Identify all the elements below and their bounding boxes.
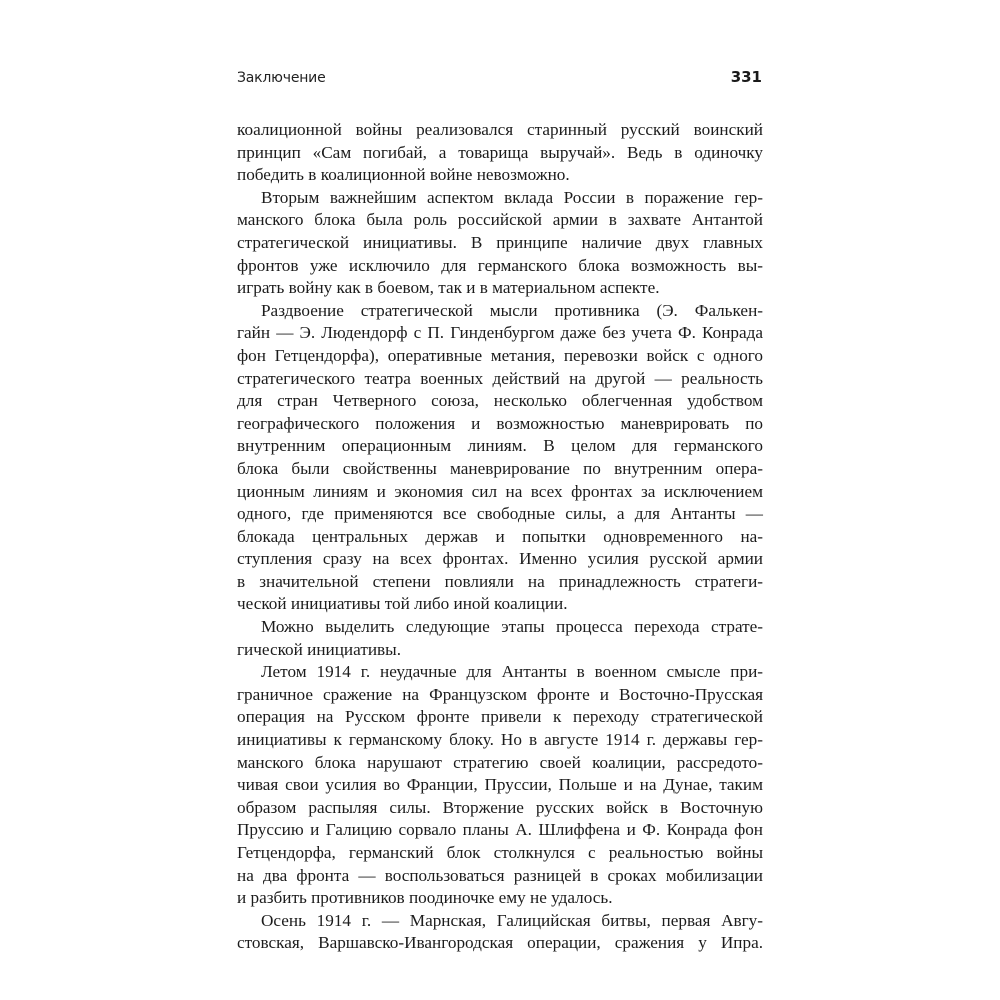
- text-line: победить в коалиционной войне невозможно.: [237, 165, 570, 185]
- text-line: Гетцендорфа, германский блок столкнулся с реальностью войны: [237, 843, 763, 862]
- text-line: блока были свойственны маневрирование по внутренним опера-: [237, 458, 763, 478]
- text-line: на два фронта — воспользоваться разницей в сроках мобилизации: [237, 865, 763, 885]
- text-line: фон Гетцендорфа), оперативные метания, перевозки войск с одного: [237, 345, 763, 365]
- text-line: Осень 1914 г. — Марнская, Галицийская битвы, первая Авгу-: [261, 910, 763, 930]
- text-line: блокада центральных держав и попытки одновременного на-: [237, 526, 763, 546]
- text-line: Пруссию и Галицию сорвало планы А. Шлиффена и Ф. Конрада фон: [237, 820, 763, 840]
- text-line: для стран Четверного союза, несколько облегченная удобством: [237, 391, 763, 411]
- text-line: стовская, Варшавско-Ивангородская операции, сражения у Ипра.: [237, 933, 763, 953]
- text-line: стратегической инициативы. В принципе наличие двух главных: [237, 232, 763, 252]
- text-line: в значительной степени повлияли на принадлежность стратеги-: [237, 571, 763, 591]
- text-line: Можно выделить следующие этапы процесса перехода страте-: [261, 617, 763, 637]
- text-line: играть войну как в боевом, так и в материальном аспекте.: [237, 278, 660, 298]
- text-line: Летом 1914 г. неудачные для Антанты в военном смысле при-: [261, 662, 763, 682]
- text-line: ческой инициативы той либо иной коалиции.: [237, 594, 568, 614]
- text-line: манского блока нарушают стратегию своей коалиции, рассредото-: [237, 752, 763, 772]
- text-line: Раздвоение стратегической мысли противника (Э. Фалькен-: [261, 300, 763, 320]
- text-line: стратегического театра военных действий на другой — реальность: [237, 368, 763, 388]
- text-line: одного, где применяются все свободные силы, а для Антанты —: [237, 504, 763, 524]
- text-line: образом распыляя силы. Вторжение русских войск в Восточную: [237, 797, 763, 817]
- text-line: граничное сражение на Французском фронте и Восточно-Прусская: [237, 684, 763, 704]
- body-text: [237, 119, 763, 955]
- text-line: гической инициативы.: [237, 639, 401, 659]
- text-line: географического положения и возможностью маневрировать по: [237, 413, 763, 433]
- text-line: ступления сразу на всех фронтах. Именно усилия русской армии: [237, 549, 763, 569]
- text-line: принцип «Сам погибай, а товарища выручай». Ведь в одиночку: [237, 142, 763, 162]
- text-line: фронтов уже исключило для германского блока возможность вы-: [237, 255, 763, 275]
- text-line: манского блока была роль российской армии в захвате Антантой: [237, 210, 763, 230]
- text-line: чивая свои усилия во Франции, Пруссии, Польше и на Дунае, таким: [237, 775, 763, 795]
- text-line: внутренним операционным линиям. В целом для германского: [237, 436, 763, 456]
- text-line: и разбить противников поодиночке ему не удалось.: [237, 888, 613, 908]
- page-number: 331: [730, 68, 762, 86]
- text-line: операция на Русском фронте привели к переходу стратегической: [237, 707, 763, 727]
- text-line: коалиционной войны реализовался старинный русский воинский: [237, 120, 763, 139]
- text-line: инициативы к германскому блоку. Но в августе 1914 г. державы гер-: [237, 730, 763, 750]
- text-line: гайн — Э. Людендорф с П. Гинденбургом даже без учета Ф. Конрада: [237, 323, 763, 343]
- text-line: ционным линиям и экономия сил на всех фронтах за исключением: [237, 481, 763, 501]
- running-head-title: Заключение: [237, 70, 326, 86]
- text-line: Вторым важнейшим аспектом вклада России в поражение гер-: [261, 187, 763, 207]
